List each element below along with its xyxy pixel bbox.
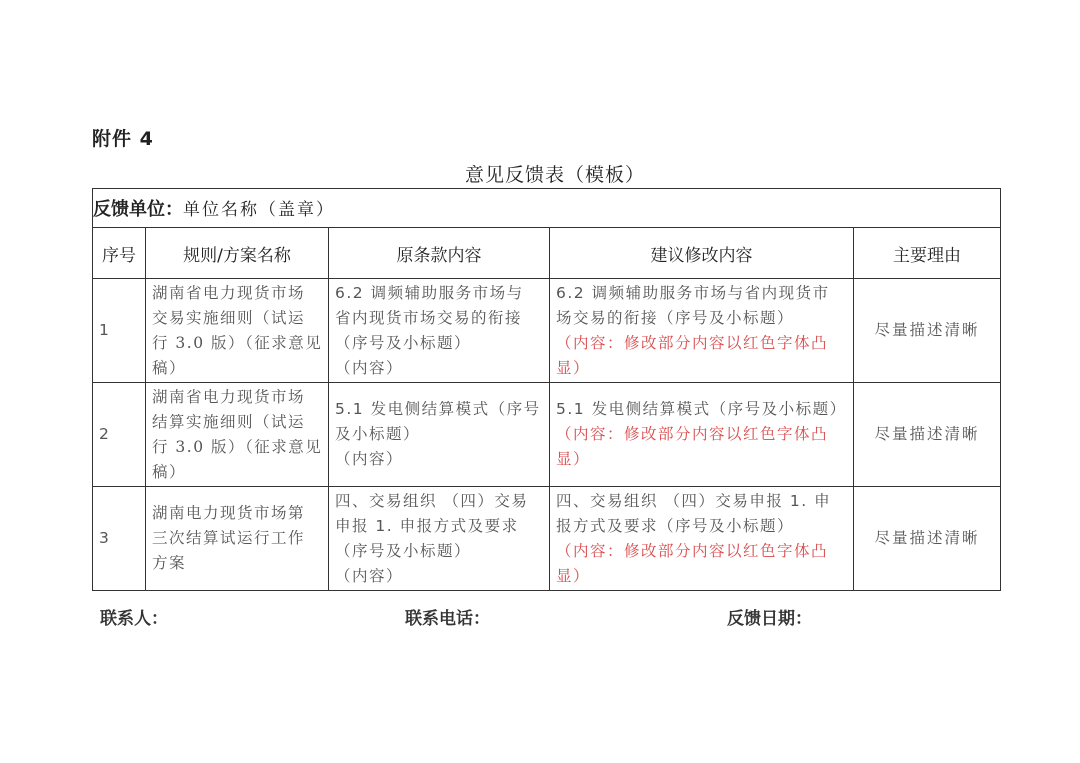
reason-cell: 尽量描述清晰 <box>854 487 1001 591</box>
rule-name-line: 稿） <box>152 462 187 481</box>
original-line: （序号及小标题） <box>335 333 472 352</box>
suggestion-red-line: 显） <box>556 450 591 468</box>
suggestion-line: 6.2 调频辅助服务市场与省内现货市 <box>556 283 830 302</box>
original-line: 6.2 调频辅助服务市场与 <box>335 283 524 302</box>
original-line: 申报 1. 申报方式及要求 <box>335 516 519 535</box>
feedback-table <box>92 188 1001 591</box>
rule-name-line: 湖南电力现货市场第 <box>152 504 306 522</box>
rule-name-line: 行 3.0 版）（征求意见 <box>152 333 323 352</box>
suggestion-red-line: 显） <box>556 358 591 377</box>
unit-label: 反馈单位： <box>93 199 183 220</box>
rule-name-line: 湖南省电力现货市场 <box>152 387 306 406</box>
header-reason: 主要理由 <box>854 228 1001 279</box>
original-line: （内容） <box>335 450 404 468</box>
rule-name-line: 交易实施细则（试运 <box>152 308 306 327</box>
attachment-label: 附件 4 <box>92 128 154 150</box>
rule-name-line: 稿） <box>152 358 187 377</box>
original-line: 四、交易组织 （四）交易 <box>335 491 529 510</box>
rule-name-line: 方案 <box>152 554 187 572</box>
original-line: （序号及小标题） <box>335 541 472 560</box>
contact-label: 联系人： <box>100 609 168 629</box>
rule-name-line: 湖南省电力现货市场 <box>152 283 306 302</box>
suggestion-cell <box>550 487 854 591</box>
original-content-cell <box>329 383 550 487</box>
unit-row <box>93 189 1001 228</box>
form-title: 意见反馈表（模板） <box>464 164 645 186</box>
suggestion-cell <box>550 279 854 383</box>
table-row <box>93 383 1001 487</box>
suggestion-line: 四、交易组织 （四）交易申报 1. 申 <box>556 491 832 510</box>
suggestion-red-line: （内容：修改部分内容以红色字体凸 <box>556 425 829 443</box>
phone-label: 联系电话： <box>405 609 490 629</box>
header-no: 序号 <box>93 228 146 279</box>
rule-name-line: 结算实施细则（试运 <box>152 412 306 431</box>
rule-name-cell <box>146 487 329 591</box>
unit-cell <box>93 189 1001 228</box>
table-row <box>93 279 1001 383</box>
suggestion-red-line: 显） <box>556 566 591 585</box>
suggestion-line: 场交易的衔接（序号及小标题） <box>556 308 795 327</box>
rule-name-cell <box>146 383 329 487</box>
row-number: 2 <box>93 383 146 487</box>
header-original: 原条款内容 <box>329 228 550 279</box>
header-row <box>93 228 1001 279</box>
reason-cell: 尽量描述清晰 <box>854 383 1001 487</box>
suggestion-red-line: （内容：修改部分内容以红色字体凸 <box>556 541 829 560</box>
row-number: 1 <box>93 279 146 383</box>
header-name: 规则/方案名称 <box>146 228 329 279</box>
rule-name-cell <box>146 279 329 383</box>
original-line: 及小标题） <box>335 425 421 443</box>
original-line: （内容） <box>335 566 404 585</box>
header-suggestion: 建议修改内容 <box>550 228 854 279</box>
original-content-cell <box>329 487 550 591</box>
rule-name-line: 行 3.0 版）（征求意见 <box>152 437 323 456</box>
suggestion-line: 5.1 发电侧结算模式（序号及小标题） <box>556 400 847 418</box>
suggestion-red-line: （内容：修改部分内容以红色字体凸 <box>556 333 829 352</box>
suggestion-cell <box>550 383 854 487</box>
table-row <box>93 487 1001 591</box>
rule-name-line: 三次结算试运行工作 <box>152 529 306 547</box>
unit-value: 单位名称（盖章） <box>183 200 335 220</box>
original-content-cell <box>329 279 550 383</box>
original-line: 省内现货市场交易的衔接 <box>335 308 523 327</box>
date-label: 反馈日期： <box>727 609 812 629</box>
original-line: 5.1 发电侧结算模式（序号 <box>335 400 541 418</box>
original-line: （内容） <box>335 358 404 377</box>
row-number: 3 <box>93 487 146 591</box>
suggestion-line: 报方式及要求（序号及小标题） <box>556 516 795 535</box>
reason-cell: 尽量描述清晰 <box>854 279 1001 383</box>
